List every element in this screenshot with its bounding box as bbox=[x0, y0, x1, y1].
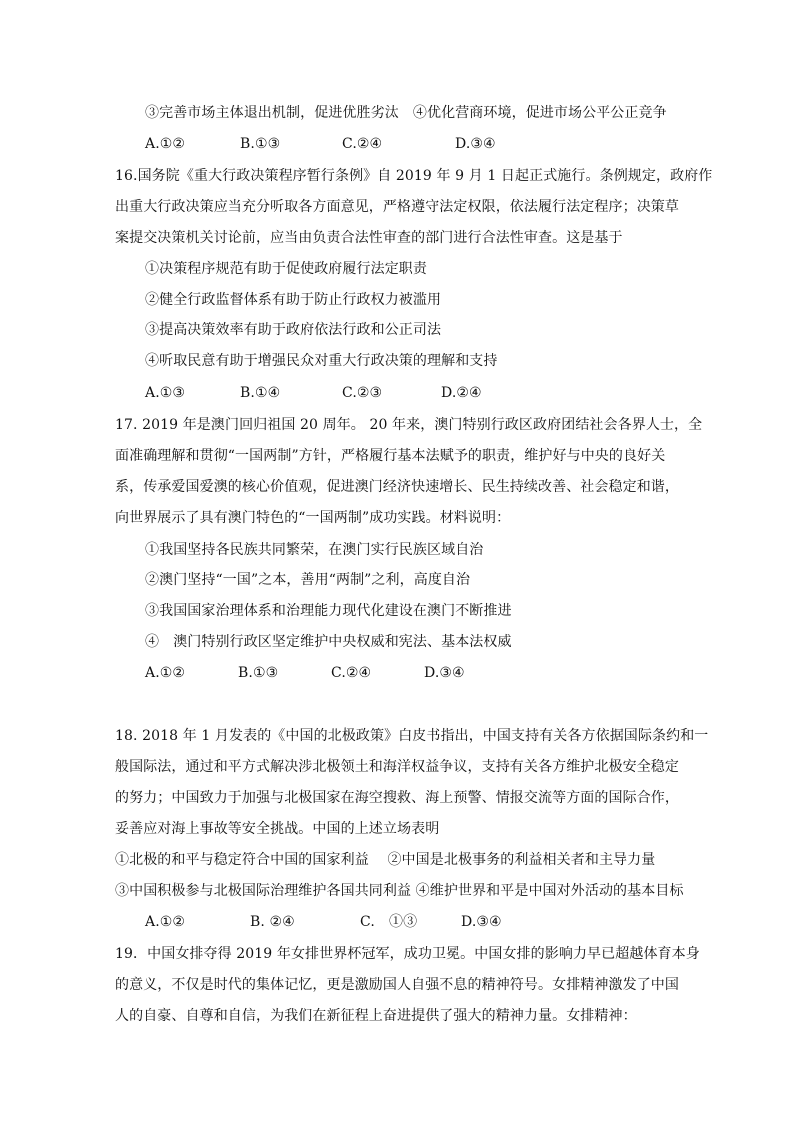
q17-stem-line-1: 17. 2019 年是澳门回归祖国 20 周年。 20 年来，澳门特别行政区政府团结社会各界人士，全 bbox=[115, 417, 703, 433]
q15-option-d: D.③④ bbox=[455, 136, 496, 152]
q16-item-2: ②健全行政监督体系有助于防止行政权力被滥用 bbox=[145, 292, 442, 308]
q18-option-c: C. ①③ bbox=[360, 914, 418, 930]
q18-option-b: B. ②④ bbox=[250, 914, 295, 930]
q17-option-a: A.①② bbox=[145, 665, 186, 681]
q17-item-3: ③我国国家治理体系和治理能力现代化建设在澳门不断推进 bbox=[145, 603, 512, 619]
q16-option-b: B.①④ bbox=[240, 385, 281, 401]
q18-stem-line-1: 18. 2018 年 1 月发表的《中国的北极政策》白皮书指出，中国支持有关各方依据国际条约和一 bbox=[115, 728, 709, 744]
q16-option-c: C.②③ bbox=[342, 385, 383, 401]
q16-option-a: A.①③ bbox=[145, 385, 186, 401]
q15-option-b: B.①③ bbox=[240, 136, 281, 152]
q19-stem-line-3: 人的自豪、自尊和自信，为我们在新征程上奋进提供了强大的精神力量。女排精神： bbox=[115, 1008, 637, 1024]
q15-option-c: C.②④ bbox=[342, 136, 383, 152]
q16-stem-line-3: 案提交决策机关讨论前，应当由负责合法性审查的部门进行合法性审查。这是基于 bbox=[115, 230, 623, 246]
q16-item-3: ③提高决策效率有助于政府依法行政和公正司法 bbox=[145, 322, 442, 338]
q18-stem-line-4: 妥善应对海上事故等安全挑战。中国的上述立场表明 bbox=[115, 821, 440, 837]
q16-item-4: ④听取民意有助于增强民众对重大行政决策的理解和支持 bbox=[145, 353, 498, 369]
q18-item-line-1: ①北极的和平与稳定符合中国的国家利益 ②中国是北极事务的利益相关者和主导力量 bbox=[115, 852, 656, 868]
q16-stem-line-1: 16.国务院《重大行政决策程序暂行条例》自 2019 年 9 月 1 日起正式施行。条例规定，政府作 bbox=[115, 168, 713, 184]
q18-option-d: D.③④ bbox=[461, 914, 502, 930]
q17-stem-line-2: 面准确理解和贯彻“一国两制”方针，严格履行基本法赋予的职责，维护好与中央的良好关 bbox=[115, 448, 666, 464]
q17-item-1: ①我国坚持各民族共同繁荣，在澳门实行民族区域自治 bbox=[145, 542, 484, 558]
q18-option-a: A.①② bbox=[145, 914, 186, 930]
q19-stem-line-2: 的意义，不仅是时代的集体记忆，更是激励国人自强不息的精神符号。女排精神激发了中国 bbox=[115, 977, 679, 993]
q15-item-line: ③完善市场主体退出机制，促进优胜劣汰 ④优化营商环境，促进市场公平公正竞争 bbox=[145, 105, 667, 121]
q18-item-line-2: ③中国积极参与北极国际治理维护各国共同利益 ④维护世界和平是中国对外活动的基本目标 bbox=[115, 883, 684, 899]
q15-option-a: A.①② bbox=[145, 136, 186, 152]
q17-item-2: ②澳门坚持“一国”之本，善用“两制”之利，高度自治 bbox=[145, 572, 471, 588]
q17-stem-line-3: 系，传承爱国爱澳的核心价值观，促进澳门经济快速增长、民生持续改善、社会稳定和谐， bbox=[115, 479, 679, 495]
q16-option-d: D.②④ bbox=[441, 385, 482, 401]
q17-stem-line-4: 向世界展示了具有澳门特色的“一国两制”成功实践。材料说明： bbox=[115, 510, 511, 526]
q16-item-1: ①决策程序规范有助于促使政府履行法定职责 bbox=[145, 261, 427, 277]
q17-option-b: B.①③ bbox=[238, 665, 279, 681]
q16-stem-line-2: 出重大行政决策应当充分听取各方面意见，严格遵守法定权限，依法履行法定程序；决策草 bbox=[115, 199, 679, 215]
q17-item-4: ④ 澳门特别行政区坚定维护中央权威和宪法、基本法权威 bbox=[145, 634, 512, 650]
q18-stem-line-3: 的努力；中国致力于加强与北极国家在海空搜救、海上预警、情报交流等方面的国际合作， bbox=[115, 790, 679, 806]
q17-option-d: D.③④ bbox=[424, 665, 465, 681]
q18-stem-line-2: 般国际法，通过和平方式解决涉北极领土和海洋权益争议，支持有关各方维护北极安全稳定 bbox=[115, 759, 679, 775]
q19-stem-line-1: 19．中国女排夺得 2019 年女排世界杯冠军，成功卫冕。中国女排的影响力早已超越体育本身 bbox=[115, 946, 700, 962]
q17-option-c: C.②④ bbox=[331, 665, 372, 681]
